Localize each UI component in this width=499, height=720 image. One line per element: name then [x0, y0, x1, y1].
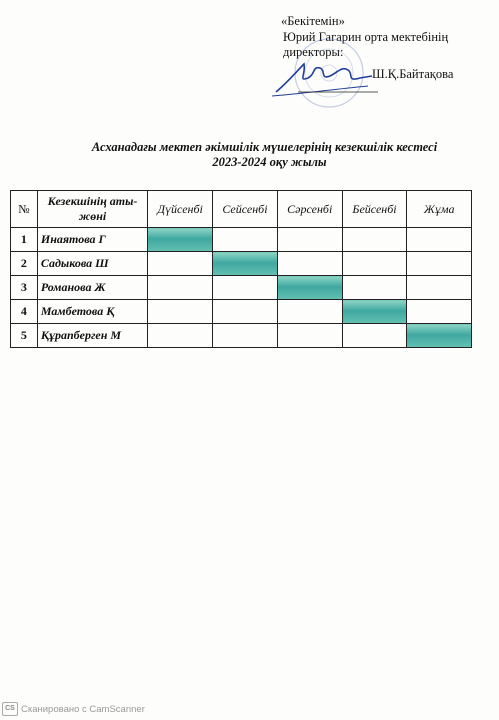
staff-name: Мамбетова Қ — [37, 300, 147, 324]
row-number: 1 — [11, 228, 38, 252]
duty-cell — [407, 252, 472, 276]
duty-cell — [213, 276, 278, 300]
duty-cell — [213, 324, 278, 348]
column-header-thursday: Бейсенбі — [342, 191, 407, 228]
duty-cell — [277, 300, 342, 324]
table-row — [11, 228, 472, 252]
duty-cell — [148, 276, 213, 300]
duty-cell-filled — [277, 276, 342, 300]
academic-year: 2023-2024 оқу жылы — [212, 155, 327, 169]
column-header-friday: Жұма — [407, 191, 472, 228]
duty-cell — [277, 228, 342, 252]
duty-cell-filled — [342, 300, 407, 324]
row-number: 4 — [11, 300, 38, 324]
staff-name: Инаятова Г — [37, 228, 147, 252]
signer-name: Ш.Қ.Байтақова — [372, 67, 454, 81]
column-header-wednesday: Сәрсенбі — [277, 191, 342, 228]
duty-cell — [407, 276, 472, 300]
column-header-tuesday: Сейсенбі — [213, 191, 278, 228]
staff-name: Романова Ж — [37, 276, 147, 300]
document-title — [0, 140, 499, 170]
staff-name: Садыкова Ш — [37, 252, 147, 276]
duty-schedule-table — [10, 190, 472, 348]
director-label: директоры: — [283, 45, 344, 59]
duty-cell-filled — [213, 252, 278, 276]
staff-name: Құрапберген М — [37, 324, 147, 348]
scanner-text: Сканировано с CamScanner — [21, 703, 145, 715]
duty-cell — [148, 300, 213, 324]
duty-cell — [342, 276, 407, 300]
camscanner-logo-icon: CS — [2, 702, 18, 716]
school-name: Юрий Гагарин орта мектебінің — [283, 29, 449, 44]
row-number: 5 — [11, 324, 38, 348]
approval-heading: «Бекітемін» — [281, 14, 345, 28]
duty-cell — [277, 324, 342, 348]
duty-cell — [213, 300, 278, 324]
duty-cell — [342, 228, 407, 252]
column-header-monday: Дүйсенбі — [148, 191, 213, 228]
duty-cell — [213, 228, 278, 252]
table-row — [11, 324, 472, 348]
column-header-name: Кезекшінің аты-жөні — [37, 191, 147, 228]
duty-cell — [407, 300, 472, 324]
table-row — [11, 300, 472, 324]
row-number: 3 — [11, 276, 38, 300]
duty-cell — [148, 252, 213, 276]
duty-cell — [342, 252, 407, 276]
column-header-number: № — [11, 191, 38, 228]
duty-cell — [407, 228, 472, 252]
title-line: Асханадағы мектеп әкімшілік мүшелерінің кезекшілік кестесі — [91, 140, 438, 154]
table-row — [11, 252, 472, 276]
table-row — [11, 276, 472, 300]
duty-cell-filled — [407, 324, 472, 348]
duty-cell — [148, 324, 213, 348]
table-header-row — [11, 191, 472, 228]
director-signature — [268, 52, 378, 102]
duty-cell-filled — [148, 228, 213, 252]
duty-cell — [277, 252, 342, 276]
duty-cell — [342, 324, 407, 348]
scanner-watermark — [2, 702, 145, 716]
row-number: 2 — [11, 252, 38, 276]
